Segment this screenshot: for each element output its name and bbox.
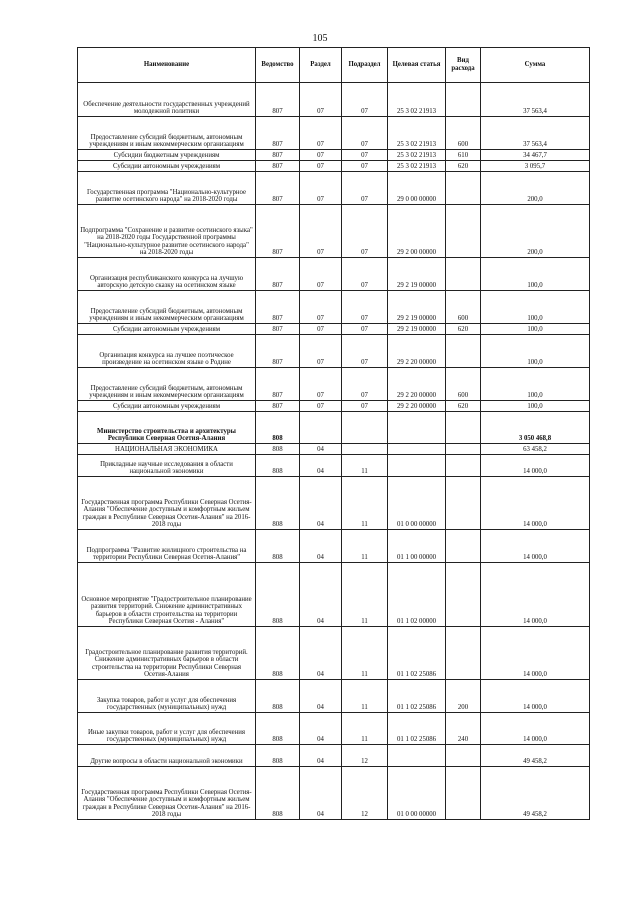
table-body: [78, 83, 590, 820]
header-celevaya-statya: Целевая статья: [388, 48, 446, 83]
cell-name: Другие вопросы в области национальной экономики: [78, 745, 256, 767]
cell-vid-rashoda: [446, 83, 481, 117]
cell-razdel: 04: [300, 745, 342, 767]
cell-celevaya-statya: 29 2 20 00000: [388, 401, 446, 412]
table-row: [78, 172, 590, 205]
cell-vid-rashoda: [446, 530, 481, 563]
cell-podrazdel: 11: [342, 627, 388, 680]
cell-name: Градостроительное планирование развития территорий. Снижение административных барьеров в области строительства на территории Республики Северная Осетия-Алания: [78, 627, 256, 680]
cell-name: Иные закупки товаров, работ и услуг для обеспечения государственных (муниципальных) нужд: [78, 713, 256, 745]
cell-name: Министерство строительства и архитектуры Республики Северная Осетия-Алания: [78, 412, 256, 444]
cell-podrazdel: 11: [342, 477, 388, 530]
cell-vedomstvo: 808: [256, 455, 300, 477]
cell-razdel: 07: [300, 335, 342, 368]
cell-vid-rashoda: 620: [446, 161, 481, 172]
cell-celevaya-statya: 29 2 19 00000: [388, 258, 446, 291]
cell-vedomstvo: 807: [256, 401, 300, 412]
cell-name: НАЦИОНАЛЬНАЯ ЭКОНОМИКА: [78, 444, 256, 455]
cell-name: Обеспечение деятельности государственных учреждений молодежной политики: [78, 83, 256, 117]
cell-razdel: 04: [300, 767, 342, 820]
table-row: [78, 335, 590, 368]
cell-vedomstvo: 808: [256, 412, 300, 444]
cell-vid-rashoda: [446, 335, 481, 368]
cell-vid-rashoda: 600: [446, 291, 481, 324]
table-row: [78, 401, 590, 412]
cell-vid-rashoda: [446, 444, 481, 455]
cell-podrazdel: 07: [342, 117, 388, 150]
cell-razdel: [300, 412, 342, 444]
cell-summa: 63 458,2: [481, 444, 590, 455]
table-row: [78, 161, 590, 172]
cell-vedomstvo: 808: [256, 530, 300, 563]
header-podrazdel: Подраздел: [342, 48, 388, 83]
table-row: [78, 680, 590, 713]
cell-name: Основное мероприятие "Градостроительное планирование развития территорий. Снижение административных барьеров в области строительства на территории Республики Северная Осетия - Алания": [78, 563, 256, 627]
budget-table: [77, 47, 590, 820]
cell-razdel: 04: [300, 455, 342, 477]
cell-podrazdel: 12: [342, 745, 388, 767]
cell-podrazdel: [342, 444, 388, 455]
cell-celevaya-statya: 01 1 02 25086: [388, 627, 446, 680]
table-row: [78, 745, 590, 767]
cell-celevaya-statya: 29 0 00 00000: [388, 172, 446, 205]
cell-name: Государственная программа Республики Северная Осетия-Алания "Обеспечение доступным и комфортным жильем граждан в Республике Северная Осетия-Алания" на 2016-2018 годы: [78, 767, 256, 820]
cell-podrazdel: 11: [342, 713, 388, 745]
cell-podrazdel: 11: [342, 563, 388, 627]
cell-summa: 14 000,0: [481, 530, 590, 563]
cell-celevaya-statya: [388, 412, 446, 444]
cell-name: Государственная программа Республики Северная Осетия-Алания "Обеспечение доступным и комфортным жильем граждан в Республике Северная Осетия-Алания" на 2016-2018 годы: [78, 477, 256, 530]
cell-vid-rashoda: [446, 205, 481, 258]
cell-razdel: 07: [300, 205, 342, 258]
cell-vid-rashoda: [446, 172, 481, 205]
cell-celevaya-statya: 29 2 20 00000: [388, 335, 446, 368]
cell-vedomstvo: 807: [256, 335, 300, 368]
cell-summa: 100,0: [481, 291, 590, 324]
cell-name: Прикладные научные исследования в области национальной экономики: [78, 455, 256, 477]
cell-name: Предоставление субсидий бюджетным, автономным учреждениям и иным некоммерческим организациям: [78, 291, 256, 324]
cell-vedomstvo: 807: [256, 324, 300, 335]
cell-vedomstvo: 808: [256, 627, 300, 680]
cell-vedomstvo: 807: [256, 258, 300, 291]
cell-celevaya-statya: 25 3 02 21913: [388, 161, 446, 172]
cell-podrazdel: 11: [342, 455, 388, 477]
table-row: [78, 627, 590, 680]
cell-razdel: 07: [300, 161, 342, 172]
header-name: Наименование: [78, 48, 256, 83]
cell-summa: 14 000,0: [481, 627, 590, 680]
cell-vedomstvo: 808: [256, 767, 300, 820]
cell-summa: 49 458,2: [481, 767, 590, 820]
cell-summa: 200,0: [481, 205, 590, 258]
table-row: [78, 324, 590, 335]
table-row: [78, 767, 590, 820]
cell-razdel: 04: [300, 563, 342, 627]
cell-vid-rashoda: [446, 745, 481, 767]
page-number: 105: [312, 33, 328, 44]
cell-summa: 100,0: [481, 368, 590, 401]
cell-razdel: 07: [300, 150, 342, 161]
cell-celevaya-statya: [388, 444, 446, 455]
cell-summa: 37 563,4: [481, 117, 590, 150]
cell-summa: 49 458,2: [481, 745, 590, 767]
cell-vedomstvo: 807: [256, 161, 300, 172]
cell-summa: 14 000,0: [481, 563, 590, 627]
table-row: [78, 477, 590, 530]
cell-celevaya-statya: 01 0 00 00000: [388, 767, 446, 820]
table-row: [78, 291, 590, 324]
cell-name: Предоставление субсидий бюджетным, автономным учреждениям и иным некоммерческим организациям: [78, 117, 256, 150]
cell-vid-rashoda: [446, 412, 481, 444]
cell-name: Субсидии автономным учреждениям: [78, 161, 256, 172]
cell-name: Закупка товаров, работ и услуг для обеспечения государственных (муниципальных) нужд: [78, 680, 256, 713]
cell-celevaya-statya: 01 1 02 00000: [388, 563, 446, 627]
cell-vid-rashoda: 200: [446, 680, 481, 713]
cell-name: Подпрограмма "Развитие жилищного строительства на территории Республики Северная Осетия-Алания": [78, 530, 256, 563]
cell-vedomstvo: 808: [256, 477, 300, 530]
table-row: [78, 455, 590, 477]
cell-razdel: 04: [300, 680, 342, 713]
cell-vid-rashoda: [446, 627, 481, 680]
cell-vid-rashoda: [446, 455, 481, 477]
cell-summa: 34 467,7: [481, 150, 590, 161]
table-row: [78, 530, 590, 563]
cell-name: Субсидии автономным учреждениям: [78, 324, 256, 335]
cell-vid-rashoda: [446, 767, 481, 820]
cell-vedomstvo: 808: [256, 680, 300, 713]
cell-name: Подпрограмма "Сохранение и развитие осетинского языка" на 2018-2020 годы Государственной программы "Национально-культурное развитие осетинского народа" на 2018-2020 годы: [78, 205, 256, 258]
cell-vedomstvo: 807: [256, 172, 300, 205]
cell-celevaya-statya: 01 1 00 00000: [388, 530, 446, 563]
cell-vedomstvo: 807: [256, 150, 300, 161]
cell-vid-rashoda: 620: [446, 401, 481, 412]
cell-vedomstvo: 807: [256, 205, 300, 258]
cell-vid-rashoda: [446, 258, 481, 291]
cell-celevaya-statya: 29 2 00 00000: [388, 205, 446, 258]
header-razdel: Раздел: [300, 48, 342, 83]
table-header-row: [78, 48, 590, 83]
cell-celevaya-statya: 01 1 02 25086: [388, 680, 446, 713]
cell-vedomstvo: 808: [256, 713, 300, 745]
cell-summa: 14 000,0: [481, 477, 590, 530]
cell-celevaya-statya: 25 3 02 21913: [388, 150, 446, 161]
cell-summa: 3 050 468,8: [481, 412, 590, 444]
cell-vedomstvo: 808: [256, 745, 300, 767]
table-row: [78, 150, 590, 161]
cell-name: Организация конкурса на лучшее поэтическое произведение на осетинском языке о Родине: [78, 335, 256, 368]
cell-razdel: 07: [300, 172, 342, 205]
cell-celevaya-statya: [388, 745, 446, 767]
cell-podrazdel: 07: [342, 161, 388, 172]
cell-podrazdel: 07: [342, 335, 388, 368]
cell-podrazdel: 07: [342, 205, 388, 258]
table-row: [78, 205, 590, 258]
cell-summa: 100,0: [481, 258, 590, 291]
cell-vid-rashoda: 600: [446, 368, 481, 401]
cell-summa: 200,0: [481, 172, 590, 205]
cell-vedomstvo: 808: [256, 444, 300, 455]
cell-razdel: 07: [300, 324, 342, 335]
cell-vedomstvo: 807: [256, 117, 300, 150]
cell-vedomstvo: 807: [256, 291, 300, 324]
cell-podrazdel: [342, 412, 388, 444]
cell-razdel: 04: [300, 530, 342, 563]
cell-summa: 100,0: [481, 335, 590, 368]
header-vedomstvo: Ведомство: [256, 48, 300, 83]
cell-razdel: 04: [300, 627, 342, 680]
cell-name: Субсидии бюджетным учреждениям: [78, 150, 256, 161]
header-summa: Сумма: [481, 48, 590, 83]
cell-razdel: 07: [300, 117, 342, 150]
cell-summa: 14 000,0: [481, 680, 590, 713]
cell-podrazdel: 07: [342, 83, 388, 117]
cell-celevaya-statya: [388, 455, 446, 477]
cell-vid-rashoda: [446, 563, 481, 627]
cell-name: Организация республиканского конкурса на лучшую авторскую детскую сказку на осетинском языке: [78, 258, 256, 291]
cell-razdel: 04: [300, 713, 342, 745]
cell-podrazdel: 07: [342, 291, 388, 324]
cell-name: Предоставление субсидий бюджетным, автономным учреждениям и иным некоммерческим организациям: [78, 368, 256, 401]
cell-podrazdel: 11: [342, 530, 388, 563]
cell-podrazdel: 07: [342, 368, 388, 401]
cell-summa: 3 095,7: [481, 161, 590, 172]
cell-razdel: 07: [300, 258, 342, 291]
cell-razdel: 07: [300, 291, 342, 324]
cell-vedomstvo: 807: [256, 83, 300, 117]
cell-vedomstvo: 807: [256, 368, 300, 401]
cell-podrazdel: 07: [342, 258, 388, 291]
cell-name: Государственная программа "Национально-культурное развитие осетинского народа" на 2018-2020 годы: [78, 172, 256, 205]
table-row: [78, 83, 590, 117]
cell-vid-rashoda: 620: [446, 324, 481, 335]
cell-razdel: 07: [300, 368, 342, 401]
cell-celevaya-statya: 29 2 20 00000: [388, 368, 446, 401]
cell-vedomstvo: 808: [256, 563, 300, 627]
cell-name: Субсидии автономным учреждениям: [78, 401, 256, 412]
cell-podrazdel: 12: [342, 767, 388, 820]
cell-summa: 14 000,0: [481, 455, 590, 477]
table-row: [78, 258, 590, 291]
cell-podrazdel: 07: [342, 150, 388, 161]
cell-celevaya-statya: 29 2 19 00000: [388, 324, 446, 335]
cell-podrazdel: 11: [342, 680, 388, 713]
table-row: [78, 412, 590, 444]
cell-podrazdel: 07: [342, 401, 388, 412]
cell-razdel: 04: [300, 477, 342, 530]
cell-vid-rashoda: 240: [446, 713, 481, 745]
cell-summa: 37 563,4: [481, 83, 590, 117]
header-vid-rashoda: Вид расхода: [446, 48, 481, 83]
cell-celevaya-statya: 01 0 00 00000: [388, 477, 446, 530]
cell-podrazdel: 07: [342, 172, 388, 205]
table-row: [78, 368, 590, 401]
table-row: [78, 444, 590, 455]
cell-razdel: 04: [300, 444, 342, 455]
cell-celevaya-statya: 29 2 19 00000: [388, 291, 446, 324]
cell-vid-rashoda: 600: [446, 117, 481, 150]
cell-vid-rashoda: [446, 477, 481, 530]
cell-celevaya-statya: 25 3 02 21913: [388, 83, 446, 117]
cell-summa: 100,0: [481, 401, 590, 412]
table-row: [78, 713, 590, 745]
table-row: [78, 117, 590, 150]
cell-podrazdel: 07: [342, 324, 388, 335]
cell-summa: 100,0: [481, 324, 590, 335]
table-row: [78, 563, 590, 627]
cell-celevaya-statya: 01 1 02 25086: [388, 713, 446, 745]
cell-vid-rashoda: 610: [446, 150, 481, 161]
cell-celevaya-statya: 25 3 02 21913: [388, 117, 446, 150]
cell-razdel: 07: [300, 83, 342, 117]
cell-summa: 14 000,0: [481, 713, 590, 745]
cell-razdel: 07: [300, 401, 342, 412]
